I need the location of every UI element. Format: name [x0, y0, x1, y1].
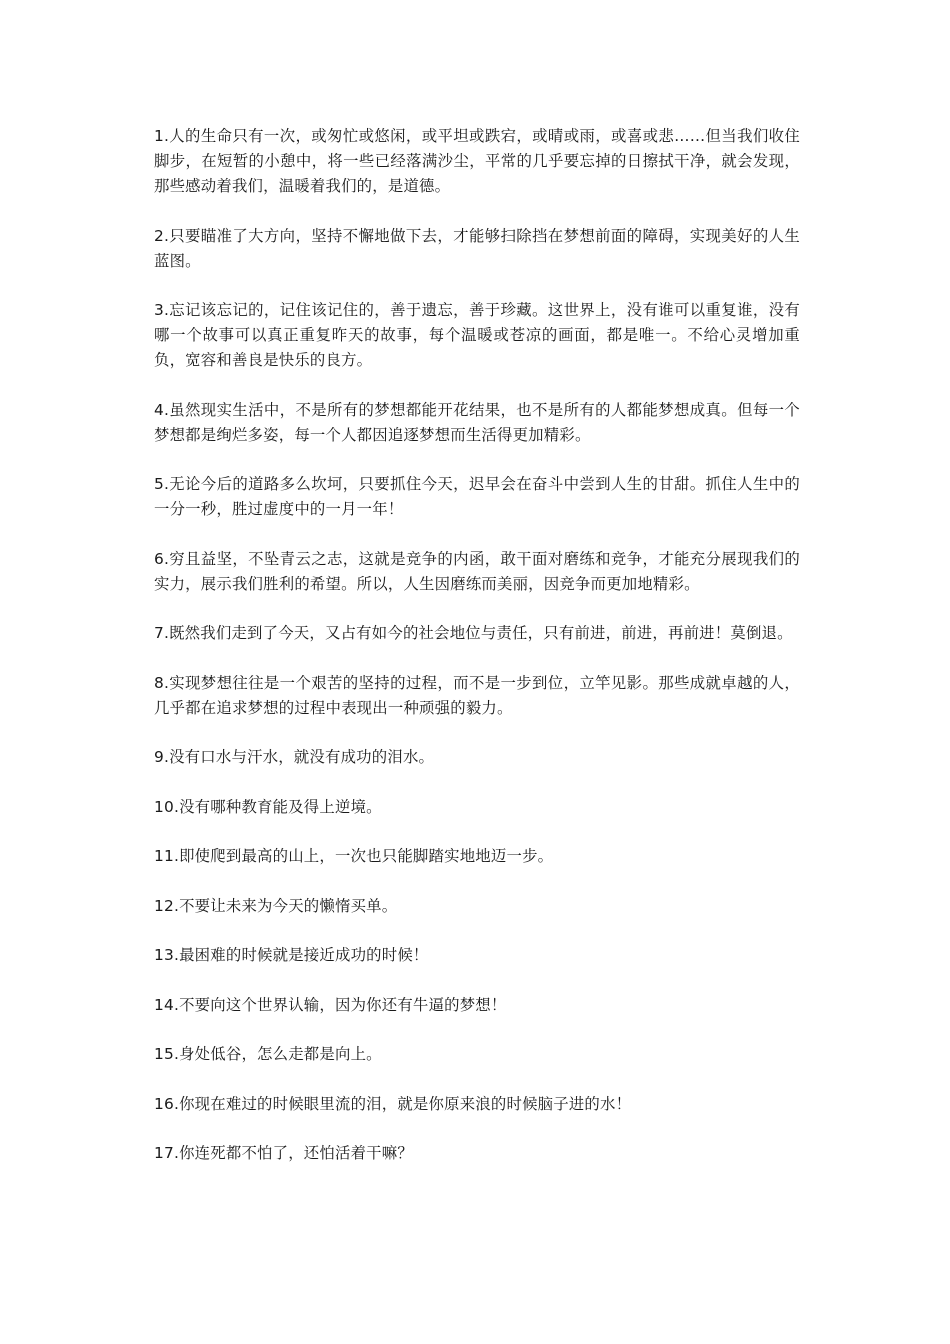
paragraph-3: 3.忘记该忘记的，记住该记住的，善于遗忘，善于珍藏。这世界上，没有谁可以重复谁，没有哪一个故事可以真正重复昨天的故事，每个温暖或苍凉的画面，都是唯一。不给心灵增加重负，宽容和善良是快乐的良方。	[154, 301, 800, 369]
paragraph-8: 8.实现梦想往往是一个艰苦的坚持的过程，而不是一步到位，立竿见影。那些成就卓越的人，几乎都在追求梦想的过程中表现出一种顽强的毅力。	[154, 673, 800, 717]
paragraph-10: 10.没有哪种教育能及得上逆境。	[154, 797, 382, 816]
document-body	[154, 124, 800, 1191]
paragraph-6: 6.穷且益坚，不坠青云之志，这就是竞争的内函，敢干面对磨练和竞争，才能充分展现我们的实力，展示我们胜利的希望。所以，人生因磨练而美丽，因竞争而更加地精彩。	[154, 549, 800, 593]
paragraph-13: 13.最困难的时候就是接近成功的时候！	[154, 946, 429, 964]
paragraph-12: 12.不要让未来为今天的懒惰买单。	[154, 896, 398, 915]
paragraph-15: 15.身处低谷，怎么走都是向上。	[154, 1045, 382, 1063]
paragraph-2: 2.只要瞄准了大方向，坚持不懈地做下去，才能够扫除挡在梦想前面的障碍，实现美好的人生蓝图。	[154, 226, 800, 270]
paragraph-5: 5.无论今后的道路多么坎坷，只要抓住今天，迟早会在奋斗中尝到人生的甘甜。抓住人生中的一分一秒，胜过虚度中的一月一年！	[154, 475, 800, 518]
paragraph-14: 14.不要向这个世界认输，因为你还有牛逼的梦想！	[154, 995, 507, 1014]
paragraph-4: 4.虽然现实生活中，不是所有的梦想都能开花结果，也不是所有的人都能梦想成真。但每一个梦想都是绚烂多姿，每一个人都因追逐梦想而生活得更加精彩。	[154, 400, 800, 444]
paragraph-16: 16.你现在难过的时候眼里流的泪，就是你原来浪的时候脑子进的水！	[154, 1094, 632, 1113]
paragraph-9: 9.没有口水与汗水，就没有成功的泪水。	[154, 748, 435, 766]
paragraph-7: 7.既然我们走到了今天，又占有如今的社会地位与责任，只有前进，前进，再前进！莫倒退。	[154, 624, 793, 642]
paragraph-17: 17.你连死都不怕了，还怕活着干嘛？	[154, 1144, 413, 1162]
paragraph-1: 1.人的生命只有一次，或匆忙或悠闲，或平坦或跌宕，或晴或雨，或喜或悲……但当我们收住脚步，在短暂的小憩中，将一些已经落满沙尘，平常的几乎要忘掉的日擦拭干净，就会发现，那些感动着我们，温暖着我们的，是道德。	[154, 127, 800, 195]
paragraph-11: 11.即使爬到最高的山上，一次也只能脚踏实地地迈一步。	[154, 847, 554, 865]
